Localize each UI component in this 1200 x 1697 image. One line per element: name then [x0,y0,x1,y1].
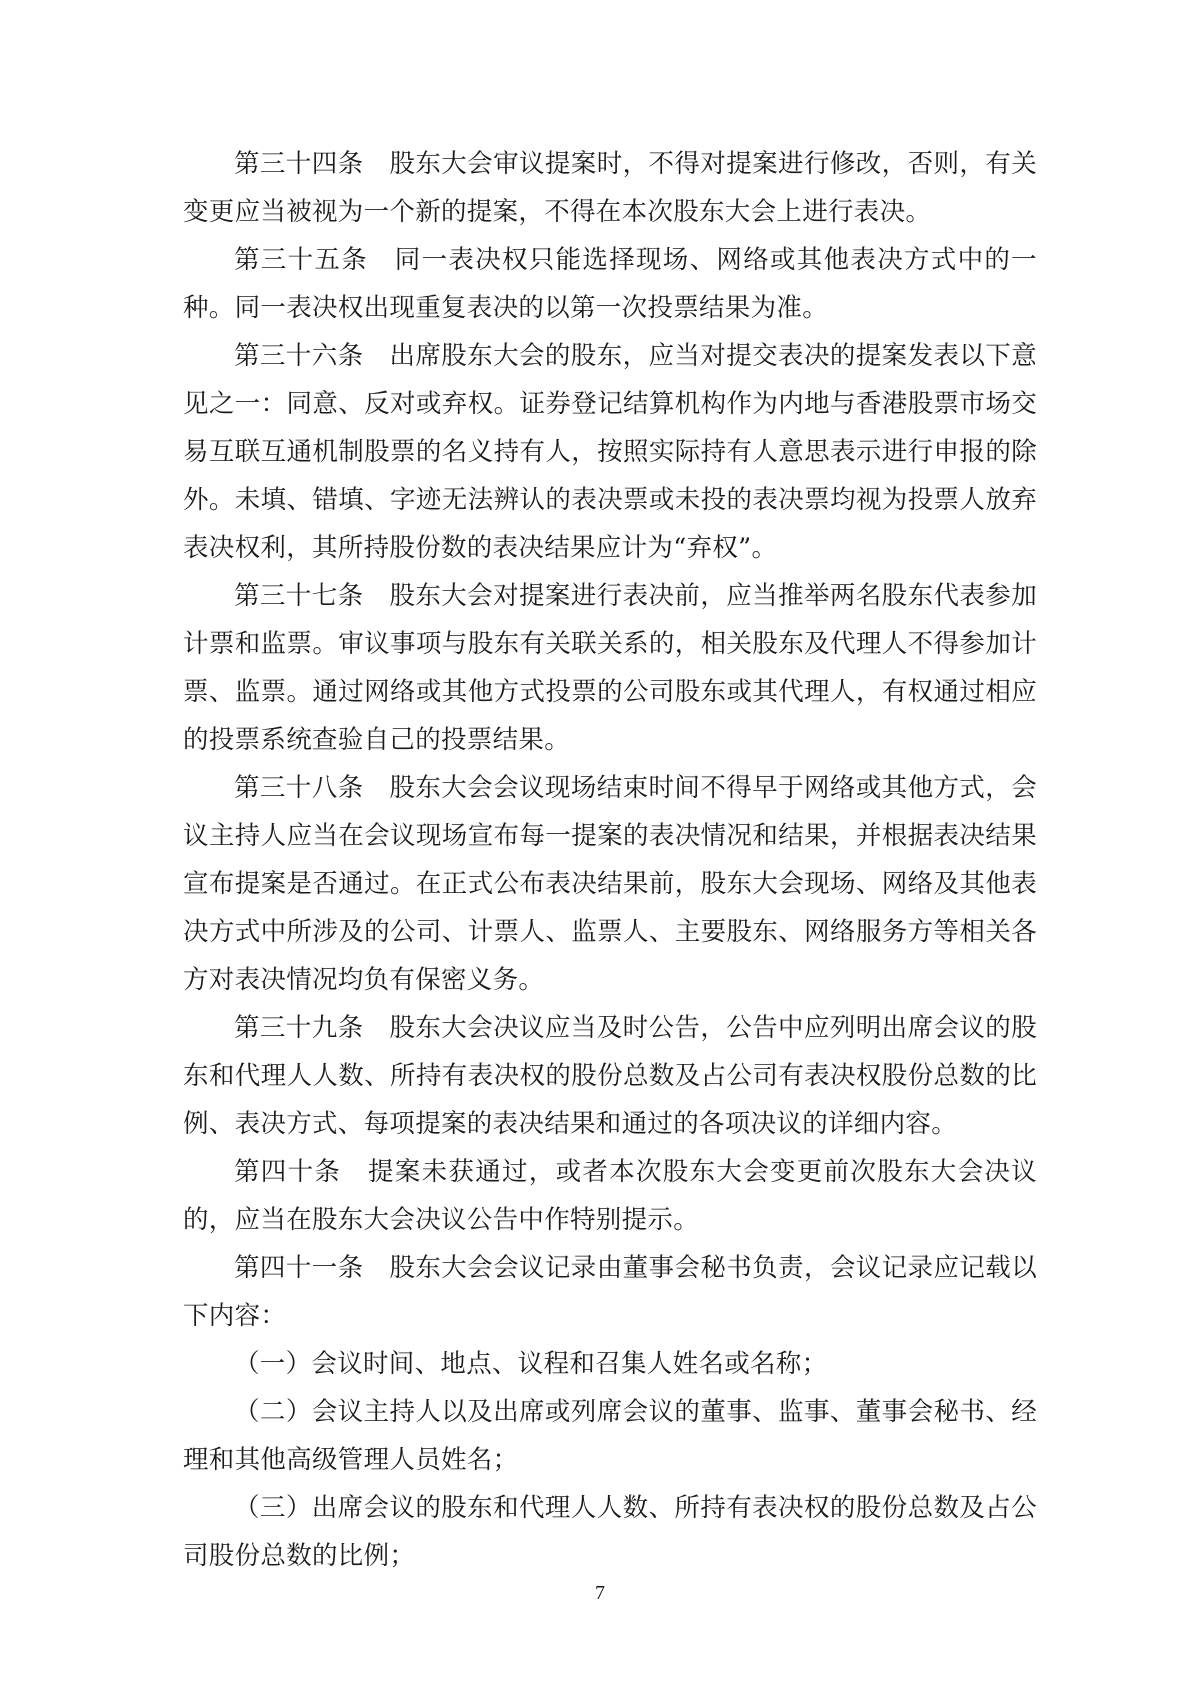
article-38: 第三十八条 股东大会会议现场结束时间不得早于网络或其他方式，会议主持人应当在会议现场宣布每一提案的表决情况和结果，并根据表决结果宣布提案是否通过。在正式公布表决结果前，股东大会现场、网络及其他表决方式中所涉及的公司、计票人、监票人、主要股东、网络服务方等相关各方对表决情况均负有保密义务。 [183,773,1037,995]
article-35: 第三十五条 同一表决权只能选择现场、网络或其他表决方式中的一种。同一表决权出现重复表决的以第一次投票结果为准。 [183,245,1037,323]
page-number: 7 [595,1582,605,1604]
article-41-item-2: （二）会议主持人以及出席或列席会议的董事、监事、董事会秘书、经理和其他高级管理人员姓名； [183,1397,1037,1475]
document-body [183,140,1037,1580]
article-40: 第四十条 提案未获通过，或者本次股东大会变更前次股东大会决议的，应当在股东大会决议公告中作特别提示。 [183,1157,1037,1235]
article-41: 第四十一条 股东大会会议记录由董事会秘书负责，会议记录应记载以下内容： [183,1253,1037,1331]
article-37: 第三十七条 股东大会对提案进行表决前，应当推举两名股东代表参加计票和监票。审议事项与股东有关联关系的，相关股东及代理人不得参加计票、监票。通过网络或其他方式投票的公司股东或其代理人，有权通过相应的投票系统查验自己的投票结果。 [183,581,1037,755]
article-39: 第三十九条 股东大会决议应当及时公告，公告中应列明出席会议的股东和代理人人数、所持有表决权的股份总数及占公司有表决权股份总数的比例、表决方式、每项提案的表决结果和通过的各项决议的详细内容。 [183,1013,1037,1139]
article-41-item-1: （一）会议时间、地点、议程和召集人姓名或名称； [234,1349,828,1379]
article-34: 第三十四条 股东大会审议提案时，不得对提案进行修改，否则，有关变更应当被视为一个新的提案，不得在本次股东大会上进行表决。 [183,149,1037,227]
article-36: 第三十六条 出席股东大会的股东，应当对提交表决的提案发表以下意见之一：同意、反对或弃权。证券登记结算机构作为内地与香港股票市场交易互联互通机制股票的名义持有人，按照实际持有人意思表示进行申报的除外。未填、错填、字迹无法辨认的表决票或未投的表决票均视为投票人放弃表决权利，其所持股份数的表决结果应计为“弃权”。 [183,341,1037,563]
article-41-item-3: （三）出席会议的股东和代理人人数、所持有表决权的股份总数及占公司股份总数的比例； [183,1493,1037,1571]
